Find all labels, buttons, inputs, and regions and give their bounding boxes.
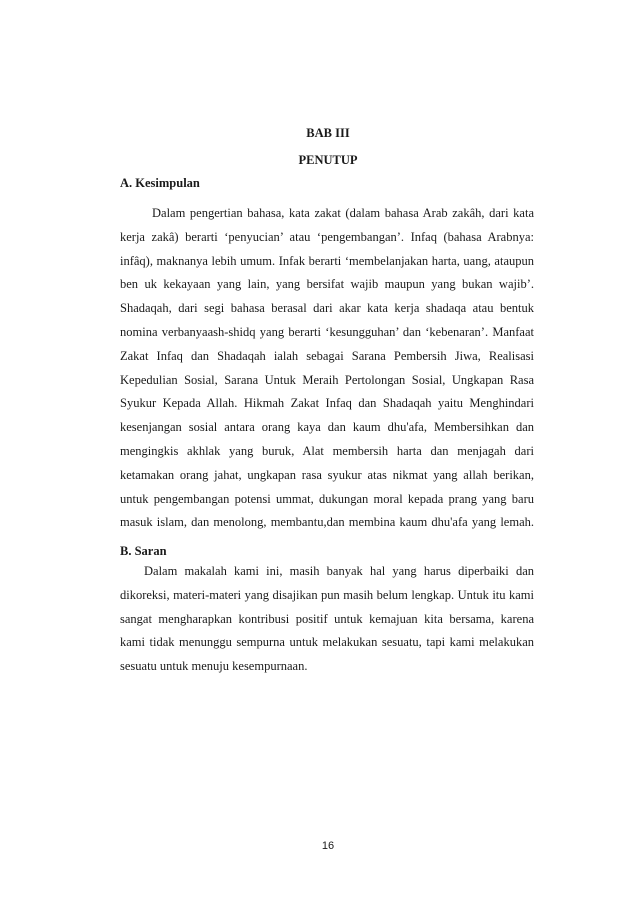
section-b-paragraph: [120, 560, 534, 679]
paragraph-line: nomina verbanyaash-shidq yang berarti ‘kesungguhan’ dan ‘kebenaran’. Manfaat: [120, 324, 534, 339]
paragraph-line: mengingkis akhlak yang buruk, Alat membersih harta dan menjagah dari: [120, 443, 534, 458]
paragraph-line: kerja zakâ) berarti ‘penyucian’ atau ‘pengembangan’. Infaq (bahasa Arabnya:: [120, 229, 534, 244]
paragraph-line: sesuatu untuk menuju kesempurnaan.: [120, 659, 308, 674]
paragraph-line: masuk islam, dan menolong, membantu,dan membina kaum dhu'afa yang lemah.: [120, 515, 534, 530]
section-a-paragraph: [120, 202, 534, 535]
paragraph-line: Syukur Kepada Allah. Hikmah Zakat Infaq dan Shadaqah yaitu Menghindari: [120, 396, 534, 411]
paragraph-line: Dalam makalah kami ini, masih banyak hal yang harus diperbaiki dan: [144, 564, 534, 578]
paragraph-line: kesenjangan sosial antara orang kaya dan kaum dhu'afa, Membersihkan dan: [120, 420, 534, 435]
page-number: 16: [321, 840, 335, 852]
paragraph-line: Kepedulian Sosial, Sarana Untuk Meraih Pertolongan Sosial, Ungkapan Rasa: [120, 372, 534, 387]
section-b-heading: B. Saran: [120, 544, 167, 558]
chapter-number: BAB III: [306, 126, 350, 140]
paragraph-line: kami tidak menunggu sempurna untuk melakukan sesuatu, tapi kami melakukan: [120, 635, 534, 650]
paragraph-line: sangat mengharapkan kontribusi positif untuk kemajuan kita bersama, karena: [120, 611, 534, 626]
chapter-title: PENUTUP: [298, 153, 358, 167]
paragraph-line: Shadaqah, dari segi bahasa berasal dari akar kata kerja shadaqa atau bentuk: [120, 301, 534, 316]
paragraph-line: Zakat Infaq dan Shadaqah ialah sebagai Sarana Pembersih Jiwa, Realisasi: [120, 348, 534, 363]
paragraph-line: ben uk kekayaan yang lain, yang bersifat wajib maupun yang bukan wajib’.: [120, 277, 534, 292]
paragraph-line: ketamakan orang jahat, ungkapan rasa syukur atas nikmat yang allah berikan,: [120, 467, 534, 482]
paragraph-line: infâq), maknanya lebih umum. Infak berarti ‘membelanjakan harta, uang, ataupun: [120, 253, 534, 268]
paragraph-line: Dalam pengertian bahasa, kata zakat (dalam bahasa Arab zakâh, dari kata: [152, 206, 534, 220]
paragraph-line: untuk pengembangan potensi ummat, dukungan moral kepada prang yang baru: [120, 491, 534, 506]
chapter-header: [0, 120, 638, 174]
section-a-heading: A. Kesimpulan: [120, 176, 200, 190]
paragraph-line: dikoreksi, materi-materi yang disajikan pun masih belum lengkap. Untuk itu kami: [120, 587, 534, 602]
